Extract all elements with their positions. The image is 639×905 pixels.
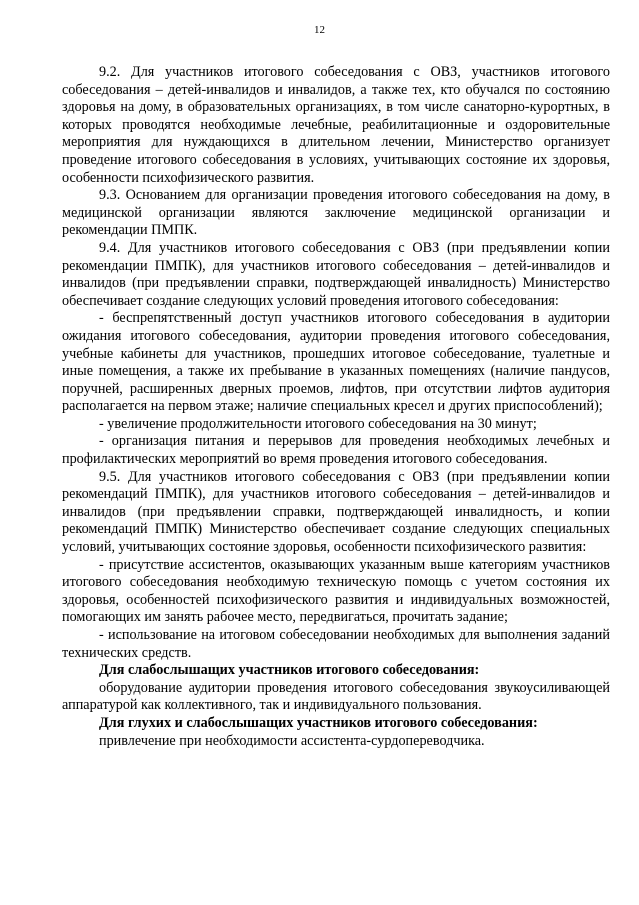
paragraph-9-2: 9.2. Для участников итогового собеседования с ОВЗ, участников итогового собеседования – детей-инвалидов и инвалидов, а также тех, кто обучался по состоянию здоровья на дому, в образовательных организациях, в том числе санаторно-курортных, в которых проводятся необходимые лечебные, реабилитационные и оздоровительные мероприятия для нуждающихся в длительном лечении, Министерство организует проведение итогового собеседования в условиях, учитывающих состояние их здоровья, особенности психофизического развития. xyxy=(62,64,610,186)
paragraph-9-4: 9.4. Для участников итогового собеседования с ОВЗ (при предъявлении копии рекомендации ПМПК), для участников итогового собеседования – детей-инвалидов и инвалидов (при предъявлении справки, подтверждающей инвалидность) Министерство обеспечивает создание следующих условий проведения итогового собеседования: xyxy=(62,239,610,309)
heading-hard-of-hearing: Для слабослышащих участников итогового собеседования: xyxy=(99,662,480,679)
document-body xyxy=(62,64,610,750)
paragraph-sound-equipment: оборудование аудитории проведения итогового собеседования звукоусиливающей аппаратурой как коллективного, так и индивидуального пользования. xyxy=(62,679,610,714)
heading-deaf: Для глухих и слабослышащих участников итогового собеседования: xyxy=(99,714,538,731)
paragraph-9-3: 9.3. Основанием для организации проведения итогового собеседования на дому, в медицинской организации являются заключение медицинской организации и рекомендации ПМПК. xyxy=(62,187,610,239)
paragraph-9-5: 9.5. Для участников итогового собеседования с ОВЗ (при предъявлении копии рекомендаций ПМПК), для участников итогового собеседования – детей-инвалидов и инвалидов (при предъявлении справки, подтверждающей инвалидность, и копии рекомендаций ПМПК) Министерство обеспечивает создание следующих специальных условий, учитывающих состояние здоровья, особенности психофизического развития: xyxy=(62,468,610,556)
list-item-technical-means: - использование на итоговом собеседовании необходимых для выполнения заданий технических средств. xyxy=(62,627,610,661)
list-item-meals: - организация питания и перерывов для проведения необходимых лечебных и профилактических мероприятий во время проведения итогового собеседования. xyxy=(62,433,610,468)
paragraph-sign-interpreter: привлечение при необходимости ассистента-сурдопереводчика. xyxy=(99,732,485,749)
list-item-duration: - увеличение продолжительности итогового собеседования на 30 минут; xyxy=(99,415,537,432)
list-item-assistants: - присутствие ассистентов, оказывающих указанным выше категориям участников итогового собеседования необходимую техническую помощь с учетом состояния их здоровья, особенностей психофизического развития и индивидуальных возможностей, помогающих им занять рабочее место, передвигаться, прочитать задание; xyxy=(62,556,610,626)
list-item-access: - беспрепятственный доступ участников итогового собеседования в аудитории ожидания итогового собеседования, аудитории проведения итогового собеседования, учебные кабинеты для участников, прошедших итоговое собеседование, туалетные и иные помещения, а также их пребывание в указанных помещениях (наличие пандусов, поручней, расширенных дверных проемов, лифтов, при отсутствии лифтов аудитория располагается на первом этаже; наличие специальных кресел и других приспособлений); xyxy=(62,310,610,415)
page-number: 12 xyxy=(314,24,325,36)
